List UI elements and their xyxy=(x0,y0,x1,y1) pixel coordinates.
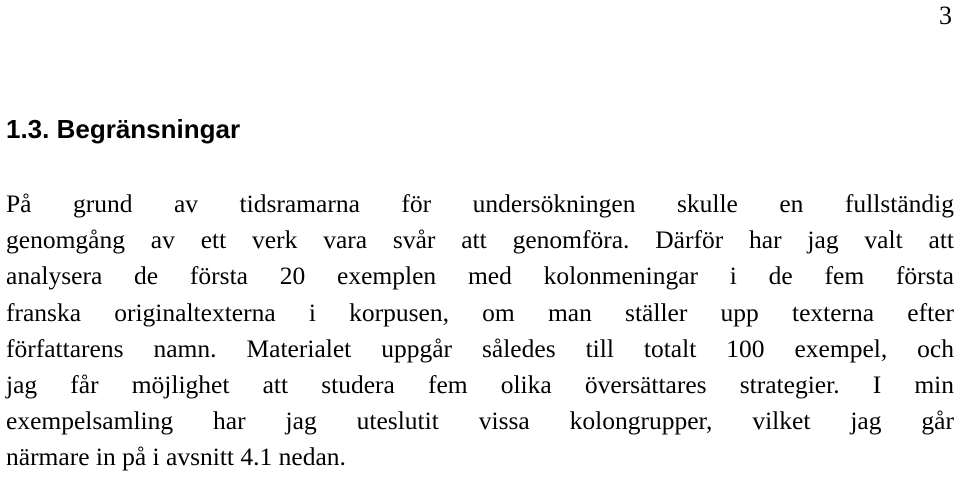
page-number: 3 xyxy=(939,1,952,30)
paragraph-line: närmare in på i avsnitt 4.1 nedan. xyxy=(6,442,346,472)
paragraph-line: franska originaltexterna i korpusen, om man ställer upp texterna efter xyxy=(6,297,954,327)
body-paragraph xyxy=(6,186,954,476)
paragraph-line: exempelsamling har jag uteslutit vissa kolongrupper, vilket jag går xyxy=(6,406,954,436)
section-heading: 1.3. Begränsningar xyxy=(6,114,241,144)
paragraph-line: jag får möjlighet att studera fem olika översättares strategier. I min xyxy=(6,369,954,399)
paragraph-line: På grund av tidsramarna för undersökningen skulle en fullständig xyxy=(6,189,954,218)
paragraph-line: författarens namn. Materialet uppgår således till totalt 100 exempel, och xyxy=(6,333,954,363)
paragraph-line: analysera de första 20 exemplen med kolonmeningar i de fem första xyxy=(6,261,954,291)
paragraph-line: genomgång av ett verk vara svår att genomföra. Därför har jag valt att xyxy=(6,225,954,255)
